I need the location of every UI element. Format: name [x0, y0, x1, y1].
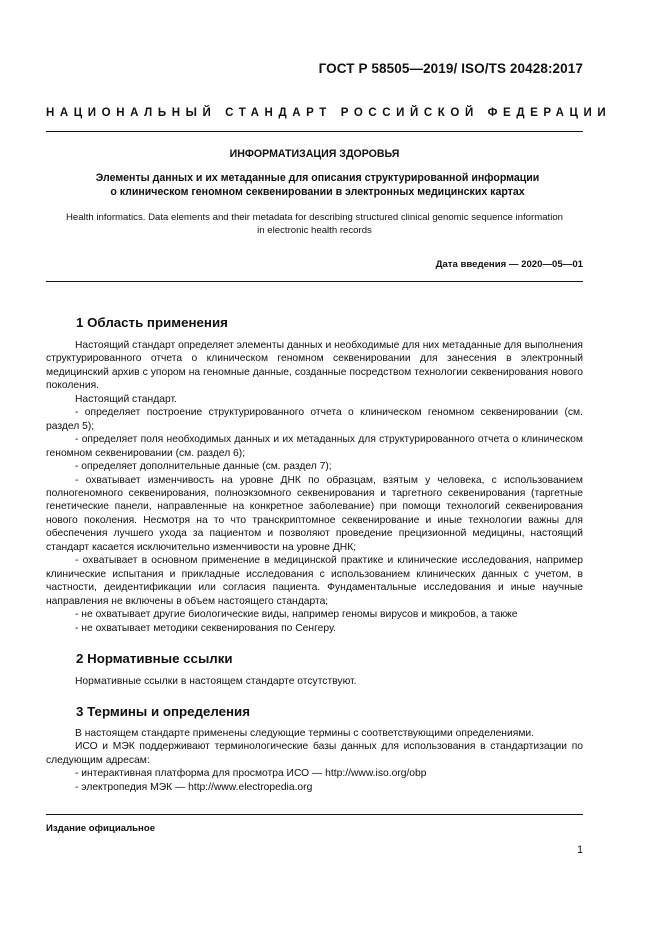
page-number: 1 — [577, 844, 583, 856]
title-line-1: Элементы данных и их метаданные для описания структурированной информации — [95, 172, 540, 184]
document-title — [60, 171, 575, 199]
section-2-heading: 2 Нормативные ссылки — [76, 651, 233, 666]
paragraph: Настоящий стандарт. — [75, 393, 177, 405]
document-category: ИНФОРМАТИЗАЦИЯ ЗДОРОВЬЯ — [229, 148, 400, 160]
english-title — [46, 211, 583, 237]
header-divider — [46, 131, 583, 132]
section-3-heading: 3 Термины и определения — [76, 704, 250, 719]
section-2-body — [46, 675, 583, 688]
paragraph: Настоящий стандарт определяет элементы данных и необходимые для них метаданные для выполнения структурированного отчета о клиническом геномном секвенировании для занесения в электронный медицинский архив с упором на геномные данные, созданные посредством технологии секвенирования нового поколения. — [46, 340, 583, 392]
national-standard-line: НАЦИОНАЛЬНЫЙ СТАНДАРТ РОССИЙСКОЙ ФЕДЕРАЦИИ — [46, 107, 612, 119]
list-item: - определяет дополнительные данные (см. раздел 7); — [75, 461, 332, 473]
list-item: - не охватывает методики секвенирования по Сенгеру. — [75, 622, 336, 634]
list-item: - определяет поля необходимых данных и их метаданных для структурированного отчета о клиническом геномном секвенировании (см. раздел 6); — [46, 434, 583, 459]
list-item: - охватывает изменчивость на уровне ДНК по образцам, взятым у человека, с использованием полногеномного секвенирования, полноэкзомного секвенирования и таргетного секвенирования (таргетные генетические панели, направленные на конкретное заболевание) при помощи технологий секвенирования нового поколения. Несмотря на то что транскриптомное секвенирование и иные технологии важны для обеспечения лучшего ухода за пациентом и позволяют проведение прецизионной медицины, настоящий стандарт касается исключительно изменчивости на уровне ДНК; — [46, 474, 583, 553]
standard-id: ГОСТ Р 58505—2019/ ISO/TS 20428:2017 — [318, 61, 583, 76]
edition-label: Издание официальное — [46, 823, 156, 834]
list-item: - электропедия МЭК — http://www.electropedia.org — [75, 781, 313, 793]
list-item: - не охватывает другие биологические виды, например геномы вирусов и микробов, а также — [75, 609, 518, 621]
section-1-body — [46, 339, 583, 635]
introduction-date: Дата введения — 2020—05—01 — [435, 259, 583, 270]
paragraph: В настоящем стандарте применены следующие термины с соответствующими определениями. — [75, 728, 535, 739]
list-item: - интерактивная платформа для просмотра ИСО — http://www.iso.org/obp — [75, 768, 427, 780]
list-item: - определяет построение структурированного отчета о клиническом геномном секвенировании (см. раздел 5); — [46, 407, 583, 432]
list-item: - охватывает в основном применение в медицинской практике и клинические исследования, например клинические испытания и прикладные исследования с использованием клинических данных с учетом, в частности, деидентификации или согласия пациента. Фундаментальные исследования и иные научные направления не включены в объем настоящего стандарта; — [46, 555, 583, 607]
section-3-body — [46, 727, 583, 794]
footer-divider — [46, 814, 583, 815]
section-1-heading: 1 Область применения — [76, 315, 228, 330]
date-divider — [46, 281, 583, 282]
english-title-line-2: in electronic health records — [257, 225, 372, 236]
english-title-line-1: Health informatics. Data elements and their metadata for describing structured clinical genomic sequence information — [66, 212, 563, 223]
title-line-2: о клиническом геномном секвенировании в электронных медицинских картах — [110, 186, 525, 198]
paragraph: ИСО и МЭК поддерживают терминологические базы данных для использования в стандартизации по следующим адресам: — [46, 741, 583, 766]
paragraph: Нормативные ссылки в настоящем стандарте отсутствуют. — [75, 676, 357, 687]
